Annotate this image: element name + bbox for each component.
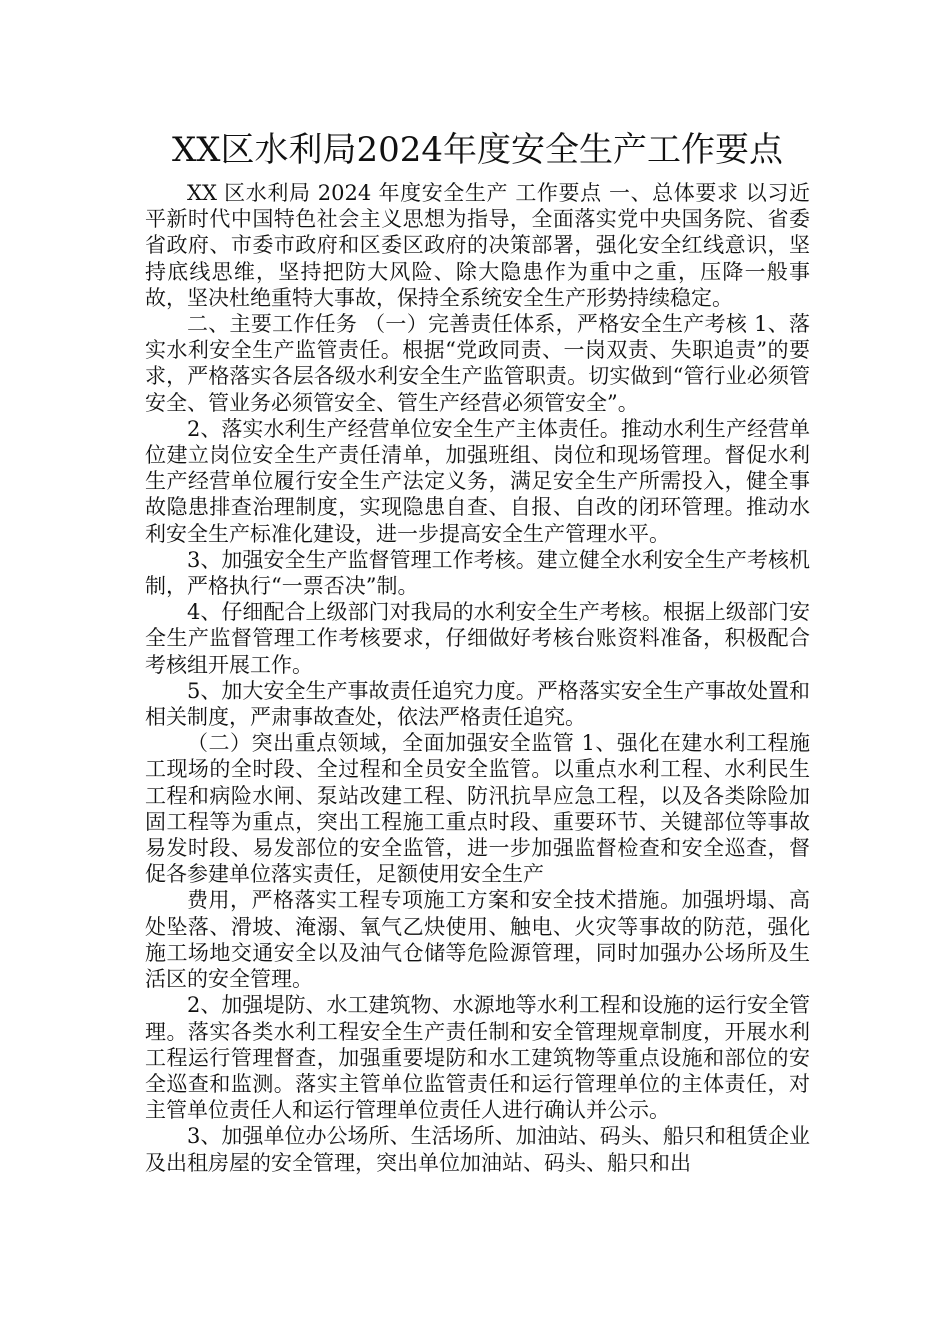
paragraph-task-2: 2、落实水利生产经营单位安全生产主体责任。推动水利生产经营单位建立岗位安全生产责任清单，加强班组、岗位和现场管理。督促水利生产经营单位履行安全生产法定义务，满足安全生产所需投入，健全事故隐患排查治理制度，实现隐患自查、自报、自改的闭环管理。推动水利安全生产标准化建设，进一步提高安全生产管理水平。: [145, 416, 810, 546]
paragraph-area-2: 2、加强堤防、水工建筑物、水源地等水利工程和设施的运行安全管理。落实各类水利工程安全生产责任制和安全管理规章制度，开展水利工程运行管理督查，加强重要堤防和水工建筑物等重点设施和部位的安全巡查和监测。落实主管单位监管责任和运行管理单位的主体责任，对主管单位责任人和运行管理单位责任人进行确认并公示。: [145, 993, 810, 1123]
paragraph-task-3: 3、加强安全生产监督管理工作考核。建立健全水利安全生产考核机制，严格执行“一票否决”制。: [145, 547, 810, 599]
document-title: XX区水利局2024年度安全生产工作要点: [172, 130, 783, 170]
document-body: [145, 180, 810, 1176]
paragraph-main-tasks: 二、主要工作任务 （一）完善责任体系，严格安全生产考核 1、落实水利安全生产监管责任。根据“党政同责、一岗双责、失职追责”的要求，严格落实各层各级水利安全生产监管职责。切实做到“管行业必须管安全、管业务必须管安全、管生产经营必须管安全”。: [145, 312, 810, 415]
paragraph-key-areas: （二）突出重点领域，全面加强安全监管 1、强化在建水利工程施工现场的全时段、全过程和全员安全监管。以重点水利工程、水利民生工程和病险水闸、泵站改建工程、防汛抗旱应急工程，以及各类除险加固工程等为重点，突出工程施工重点时段、重要环节、关键部位等事故易发时段、易发部位的安全监管，进一步加强监督检查和安全巡查，督促各参建单位落实责任，足额使用安全生产: [145, 731, 810, 887]
paragraph-task-4: 4、仔细配合上级部门对我局的水利安全生产考核。根据上级部门安全生产监督管理工作考核要求，仔细做好考核台账资料准备，积极配合考核组开展工作。: [145, 600, 810, 677]
document-page: [145, 128, 810, 1176]
paragraph-key-areas-continued: 费用，严格落实工程专项施工方案和安全技术措施。加强坍塌、高处坠落、滑坡、淹溺、氧气乙炔使用、触电、火灾等事故的防范，强化施工场地交通安全以及油气仓储等危险源管理，同时加强办公场所及生活区的安全管理。: [145, 888, 810, 992]
paragraph-area-3: 3、加强单位办公场所、生活场所、加油站、码头、船只和租赁企业及出租房屋的安全管理，突出单位加油站、码头、船只和出: [145, 1124, 810, 1175]
paragraph-task-5: 5、加大安全生产事故责任追究力度。严格落实安全生产事故处置和相关制度，严肃事故查处，依法严格责任追究。: [145, 678, 810, 730]
paragraph-overall-requirements: XX 区水利局 2024 年度安全生产 工作要点 一、总体要求 以习近平新时代中国特色社会主义思想为指导，全面落实党中央国务院、省委省政府、市委市政府和区委区政府的决策部署，强化安全红线意识，坚持底线思维，坚持把防大风险、除大隐患作为重中之重，压降一般事故，坚决杜绝重特大事故，保持全系统安全生产形势持续稳定。: [145, 181, 810, 310]
